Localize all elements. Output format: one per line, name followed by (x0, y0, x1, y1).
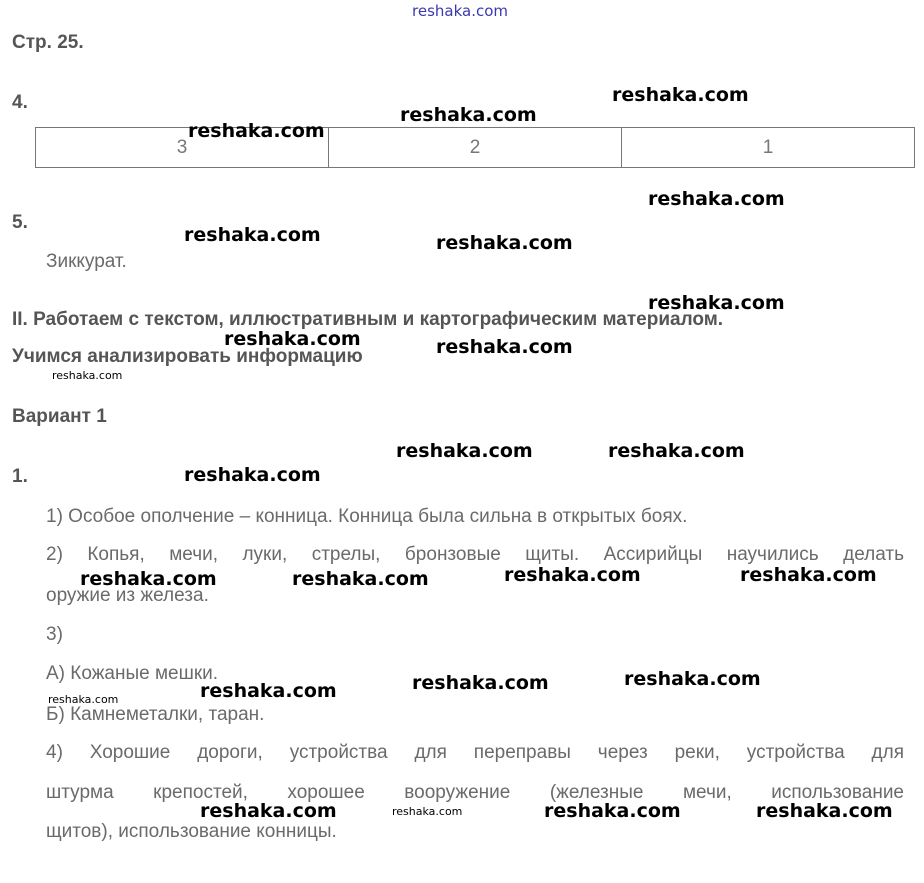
watermark: reshaka.com (504, 564, 641, 586)
answer-item-2-line-1: 2) Копья, мечи, луки, стрелы, бронзовые щиты. Ассирийцы научились делать (46, 544, 904, 565)
watermark: reshaka.com (224, 328, 361, 350)
watermark: reshaka.com (544, 800, 681, 822)
answer-item-4-line-1: 4) Хорошие дороги, устройства для переправы через реки, устройства для (46, 742, 904, 763)
answer-item-4-line-2: штурма крепостей, хорошее вооружение (железные мечи, использование (46, 782, 904, 803)
task-4-number: 4. (12, 92, 28, 113)
watermark: reshaka.com (412, 672, 549, 694)
watermark-small: reshaka.com (52, 369, 123, 382)
watermark: reshaka.com (436, 232, 573, 254)
answer-item-3b: Б) Камнеметалки, таран. (46, 704, 265, 725)
watermark: reshaka.com (184, 224, 321, 246)
variant-title: Вариант 1 (12, 406, 107, 427)
watermark: reshaka.com (648, 188, 785, 210)
watermark: reshaka.com (436, 336, 573, 358)
task-5-number: 5. (12, 212, 28, 233)
task-1-number: 1. (12, 466, 28, 487)
answer-cell: 2 (329, 128, 622, 168)
page-reference: Стр. 25. (12, 32, 84, 53)
section-title-line-2: Учимся анализировать информацию (12, 346, 363, 367)
watermark-small: reshaka.com (392, 805, 463, 818)
answer-item-3: 3) (46, 624, 63, 645)
watermark: reshaka.com (188, 120, 325, 142)
task-5-answer: Зиккурат. (46, 251, 127, 272)
watermark: reshaka.com (608, 440, 745, 462)
watermark: reshaka.com (648, 292, 785, 314)
task-4-answer-table (35, 127, 915, 168)
answer-cell: 3 (36, 128, 329, 168)
watermark-top: reshaka.com (412, 2, 508, 20)
watermark: reshaka.com (184, 464, 321, 486)
answer-item-1: 1) Особое ополчение – конница. Конница была сильна в открытых боях. (46, 506, 688, 527)
watermark: reshaka.com (612, 84, 749, 106)
watermark-small: reshaka.com (48, 693, 119, 706)
watermark: reshaka.com (400, 104, 537, 126)
watermark: reshaka.com (200, 680, 337, 702)
watermark: reshaka.com (396, 440, 533, 462)
answer-item-4-line-3: щитов), использование конницы. (46, 821, 337, 842)
watermark: reshaka.com (80, 568, 217, 590)
watermark: reshaka.com (292, 568, 429, 590)
answer-cell: 1 (622, 128, 915, 168)
answer-item-2-line-2: оружие из железа. (46, 585, 209, 606)
answer-item-3a: А) Кожаные мешки. (46, 663, 219, 684)
watermark: reshaka.com (200, 800, 337, 822)
watermark: reshaka.com (756, 800, 893, 822)
watermark: reshaka.com (740, 564, 877, 586)
watermark: reshaka.com (624, 668, 761, 690)
section-title-line-1: II. Работаем с текстом, иллюстративным и картографическим материалом. (12, 309, 724, 330)
